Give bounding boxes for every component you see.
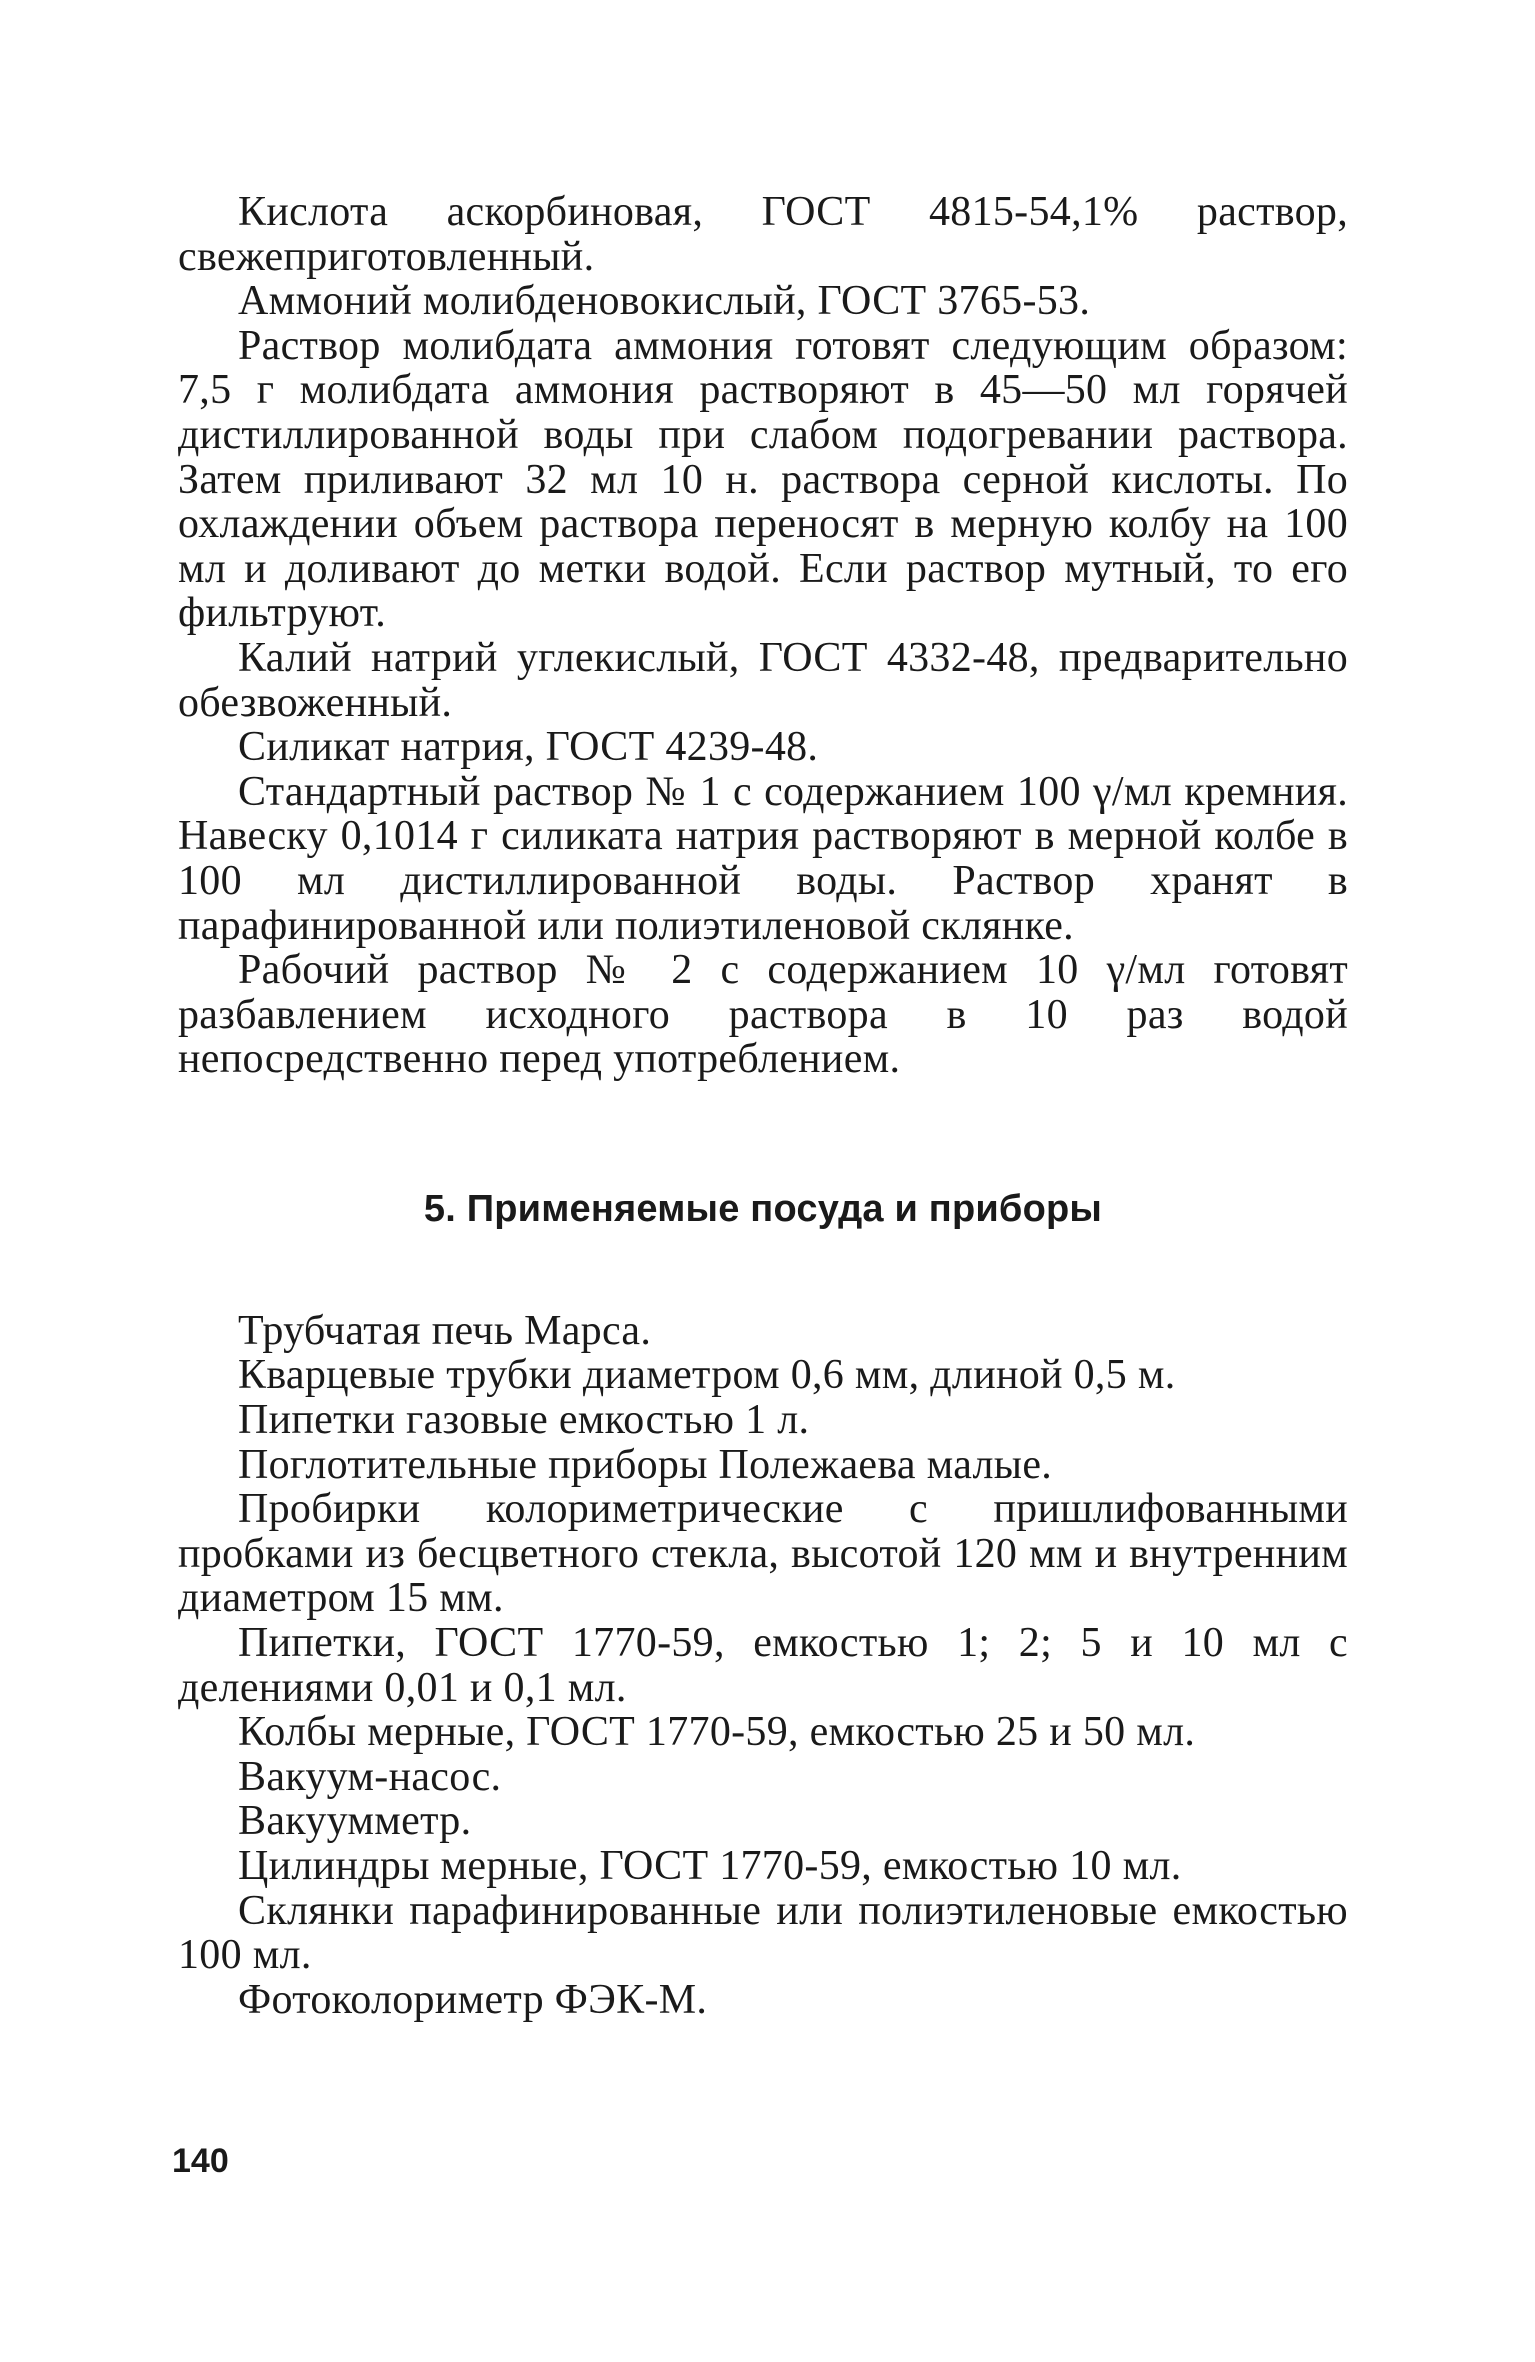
reagent-paragraph: Кислота аскорбиновая, ГОСТ 4815-54,1% раствор, свежеприготовленный. (178, 189, 1348, 280)
spacer (178, 1231, 1348, 1309)
equipment-item: Фотоколориметр ФЭК-М. (238, 1976, 708, 2023)
reagent-paragraph: Калий натрий углекислый, ГОСТ 4332-48, предварительно обезвоженный. (178, 634, 1348, 726)
equipment-item: Пробирки колориметрические с пришлифованными пробками из бесцветного стекла, высотой 120 мм и внутренним диаметром 15 мм. (178, 1486, 1348, 1622)
equipment-item: Пипетки, ГОСТ 1770-59, емкостью 1; 2; 5 и 10 мл с делениями 0,01 и 0,1 мл. (178, 1620, 1348, 1711)
equipment-item: Трубчатая печь Марса. (238, 1307, 652, 1354)
equipment-item: Вакуум-насос. (238, 1753, 502, 1800)
spacer (178, 1082, 1348, 1188)
equipment-item: Склянки парафинированные или полиэтиленовые емкостью 100 мл. (178, 1887, 1348, 1979)
equipment-item: Колбы мерные, ГОСТ 1770-59, емкостью 25 и 50 мл. (238, 1709, 1196, 1756)
equipment-item: Кварцевые трубки диаметром 0,6 мм, длиной 0,5 м. (238, 1352, 1176, 1399)
section-heading: 5. Применяемые посуда и приборы (423, 1187, 1103, 1230)
page-number: 140 (172, 2142, 229, 2180)
equipment-item: Пипетки газовые емкостью 1 л. (238, 1397, 810, 1444)
reagent-paragraph: Рабочий раствор № 2 с содержанием 10 γ/мл готовят разбавлением исходного раствора в 10 раз водой непосредственно перед употреблением. (178, 947, 1348, 1083)
equipment-item: Вакуумметр. (238, 1798, 472, 1845)
reagent-paragraph: Стандартный раствор № 1 с содержанием 100 γ/мл кремния. Навеску 0,1014 г силиката натрия растворяют в мерной колбе в 100 мл дистиллированной воды. Раствор хранят в парафинированной или полиэтиленовой склянке. (178, 768, 1348, 949)
equipment-item: Поглотительные приборы Полежаева малые. (238, 1441, 1053, 1488)
reagent-paragraph: Аммоний молибденовокислый, ГОСТ 3765-53. (238, 278, 1091, 325)
page-body (178, 190, 1348, 2022)
reagent-paragraph: Раствор молибдата аммония готовят следующим образом: 7,5 г молибдата аммония растворяют в 45—50 мл горячей дистиллированной воды при слабом подогревании раствора. Затем приливают 32 мл 10 н. раствора серной кислоты. По охлаждении объем раствора переносят в мерную колбу на 100 мл и доливают до метки водой. Если раствор мутный, то его фильтруют. (178, 322, 1348, 637)
reagent-paragraph: Силикат натрия, ГОСТ 4239-48. (238, 724, 819, 771)
equipment-item: Цилиндры мерные, ГОСТ 1770-59, емкостью 10 мл. (238, 1843, 1182, 1889)
